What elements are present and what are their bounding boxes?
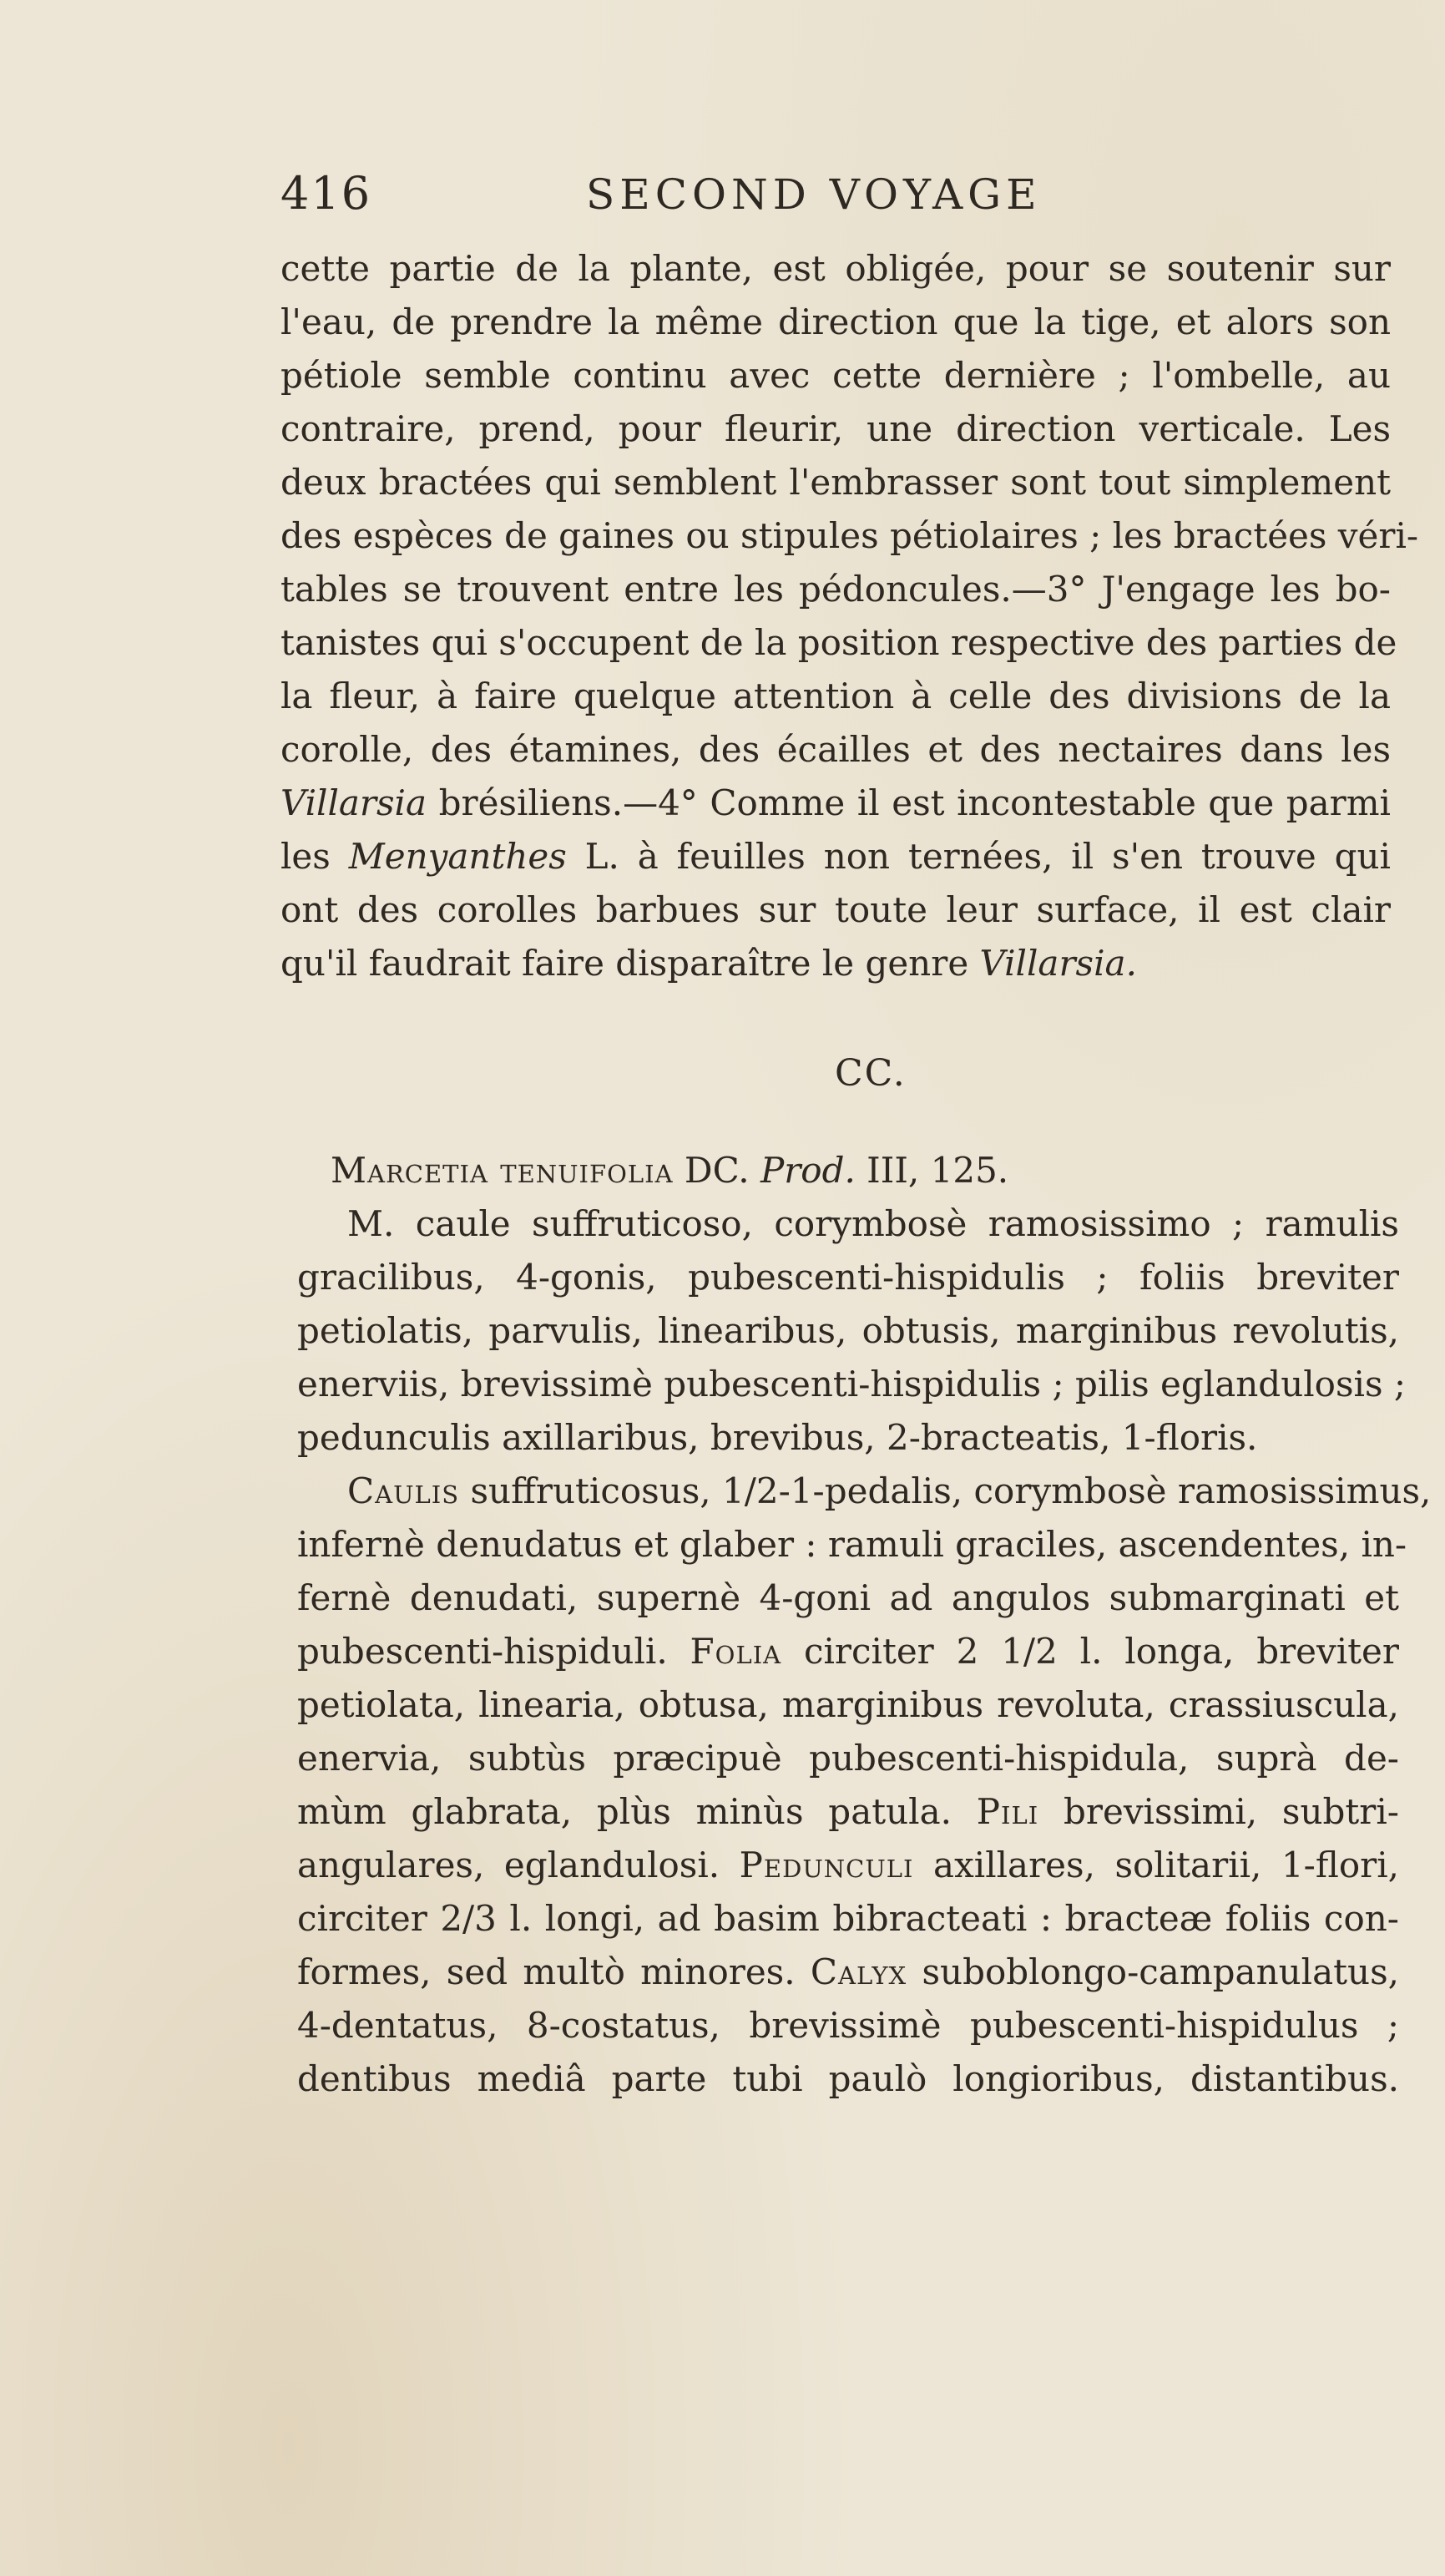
description-line: enervia, subtùs præcipuè pubescenti-hispidula, suprà de-	[297, 1738, 1399, 1779]
text-fragment: brevissimi, subtri-	[1038, 1791, 1399, 1832]
term-pedunculi: Pedunculi	[739, 1845, 914, 1885]
text-fragment: L. à feuilles non ternées, il s'en trouve qui	[566, 836, 1391, 877]
text-fragment: brésiliens.—4° Comme il est incontestable que parmi	[427, 782, 1391, 823]
text-line: corolle, des étamines, des écailles et des nectaires dans les	[280, 729, 1391, 770]
species-heading	[297, 1144, 1399, 1197]
description-line: infernè denudatus et glaber : ramuli graciles, ascendentes, in-	[297, 1524, 1407, 1565]
description-line	[297, 1625, 1399, 1678]
text-line: la fleur, à faire quelque attention à celle des divisions de la	[280, 676, 1391, 716]
text-line: deux bractées qui semblent l'embrasser sont tout simplement	[280, 462, 1391, 503]
text-fragment: circiter 2 1/2 l. longa, breviter	[781, 1631, 1399, 1672]
text-line	[280, 777, 1391, 830]
text-fragment: qu'il faudrait faire disparaître le genre	[280, 943, 980, 984]
term-pili: Pili	[976, 1791, 1039, 1832]
text-line: ont des corolles barbues sur toute leur surface, il est clair	[280, 889, 1391, 930]
text-line: tables se trouvent entre les pédoncules.—3° J'engage les bo-	[280, 569, 1391, 610]
description-line	[297, 1785, 1399, 1839]
description-line: dentibus mediâ parte tubi paulò longioribus, distantibus.	[297, 2058, 1399, 2099]
text-line	[280, 937, 1391, 990]
description-line	[297, 1465, 1432, 1518]
term-folia: Folia	[690, 1631, 782, 1672]
diagnosis-line: pedunculis axillaribus, brevibus, 2-bracteatis, 1-floris.	[297, 1417, 1258, 1458]
text-fragment: les	[280, 836, 349, 877]
diagnosis-line: enerviis, brevissimè pubescenti-hispidulis ; pilis eglandulosis ;	[297, 1364, 1407, 1404]
text-fragment: angulares, eglandulosi.	[297, 1845, 740, 1885]
text-line: des espèces de gaines ou stipules pétiolaires ; les bractées véri-	[280, 515, 1419, 556]
text-fragment: suboblongo-campanulatus,	[907, 1951, 1399, 1992]
species-entry	[297, 1144, 1432, 2106]
text-line	[280, 830, 1391, 883]
description-line: petiolata, linearia, obtusa, marginibus revoluta, crassiuscula,	[297, 1684, 1399, 1725]
genus-name: Villarsia.	[979, 943, 1137, 984]
genus-name: Villarsia	[280, 782, 427, 823]
description-line	[297, 1839, 1399, 1892]
description-line: fernè denudati, supernè 4-goni ad angulos submarginati et	[297, 1577, 1399, 1618]
text-line: tanistes qui s'occupent de la position respective des parties de	[280, 622, 1397, 663]
author-citation: DC.	[673, 1150, 760, 1191]
genus-name: Menyanthes	[348, 836, 567, 877]
diagnosis-line: petiolatis, parvulis, linearibus, obtusis, marginibus revolutis,	[297, 1310, 1399, 1351]
text-fragment: pubescenti-hispiduli.	[297, 1631, 690, 1672]
text-line: cette partie de la plante, est obligée, pour se soutenir sur	[280, 248, 1391, 289]
prodromus-reference: Prod.	[760, 1150, 856, 1191]
volume-page: III, 125.	[855, 1150, 1009, 1191]
text-fragment: mùm glabrata, plùs minùs patula.	[297, 1791, 977, 1832]
term-caulis: Caulis	[347, 1470, 460, 1511]
description-line	[297, 1946, 1399, 1999]
paragraph-continued	[280, 242, 1419, 990]
species-name: Marcetia tenuifolia	[331, 1150, 674, 1191]
text-fragment: suffruticosus, 1/2-1-pedalis, corymbosè ramosissimus,	[459, 1470, 1432, 1511]
text-line: pétiole semble continu avec cette dernière ; l'ombelle, au	[280, 355, 1391, 396]
description-line: circiter 2/3 l. longi, ad basim bibracteati : bracteæ foliis con-	[297, 1898, 1399, 1939]
text-fragment: formes, sed multò minores.	[297, 1951, 811, 1992]
text-line: contraire, prend, pour fleurir, une direction verticale. Les	[280, 408, 1391, 449]
running-title: SECOND VOYAGE	[586, 170, 1042, 219]
text-fragment: axillares, solitarii, 1-flori,	[913, 1845, 1399, 1885]
page-header	[280, 167, 1099, 234]
page-number: 416	[280, 167, 372, 220]
description-line: 4-dentatus, 8-costatus, brevissimè pubescenti-hispidulus ;	[297, 2005, 1399, 2046]
section-number: CC.	[835, 1052, 907, 1095]
diagnosis-line: M. caule suffruticoso, corymbosè ramosissimo ; ramulis	[347, 1203, 1399, 1244]
diagnosis-line: gracilibus, 4-gonis, pubescenti-hispidulis ; foliis breviter	[297, 1257, 1399, 1298]
text-line: l'eau, de prendre la même direction que la tige, et alors son	[280, 301, 1391, 342]
term-calyx: Calyx	[810, 1951, 907, 1992]
